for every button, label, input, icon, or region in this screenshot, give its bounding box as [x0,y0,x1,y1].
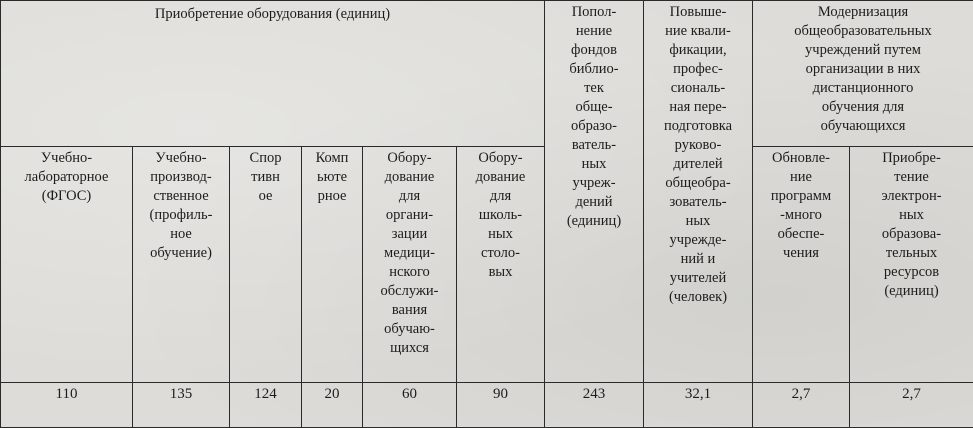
values-row [1,383,973,428]
header-equipment-group [1,1,545,147]
value-lab: 110 [1,383,133,428]
header-qualification: Повыше- ние квали- фикации, профес- сиональ- ная пере- подготовка руково- дителей общеобра- зователь- ных учрежде- ний и учителей (человек) [644,1,753,383]
value-eresources: 2,7 [850,383,973,428]
value-software: 2,7 [753,383,850,428]
value-computer: 20 [302,383,363,428]
subheader-sport: Спор тивн ое [230,147,302,383]
value-canteen: 90 [457,383,545,428]
header-modernization-group: Модернизация общеобразовательных учреждений путем организации в них дистанционного обучения для обучающихся [753,1,973,147]
value-medical: 60 [363,383,457,428]
value-production: 135 [133,383,230,428]
subheader-computer: Комп ьюте рное [302,147,363,383]
value-qualification: 32,1 [644,383,753,428]
header-row-1 [1,1,973,147]
subheader-lab: Учебно- лабораторное (ФГОС) [1,147,133,383]
header-equipment-group-text: Приобретение оборудования (единиц) [155,6,390,22]
header-row-2 [1,147,973,383]
subheader-eresources: Приобре- тение электрон- ных образова- тельных ресурсов (единиц) [850,147,973,383]
subheader-canteen: Обору- дование для школь- ных столо- вых [457,147,545,383]
value-library-funds: 243 [545,383,644,428]
subheader-medical: Обору- дование для органи- зации медици- нского обслужи- вания обучаю- щихся [363,147,457,383]
header-library-funds: Попол- нение фондов библио- тек обще- образо- ватель- ных учреж- дений (единиц) [545,1,644,383]
subheader-software: Обновле- ние программ -много обеспе- чения [753,147,850,383]
subheader-production: Учебно- производ- ственное (профиль- ное обучение) [133,147,230,383]
value-sport: 124 [230,383,302,428]
